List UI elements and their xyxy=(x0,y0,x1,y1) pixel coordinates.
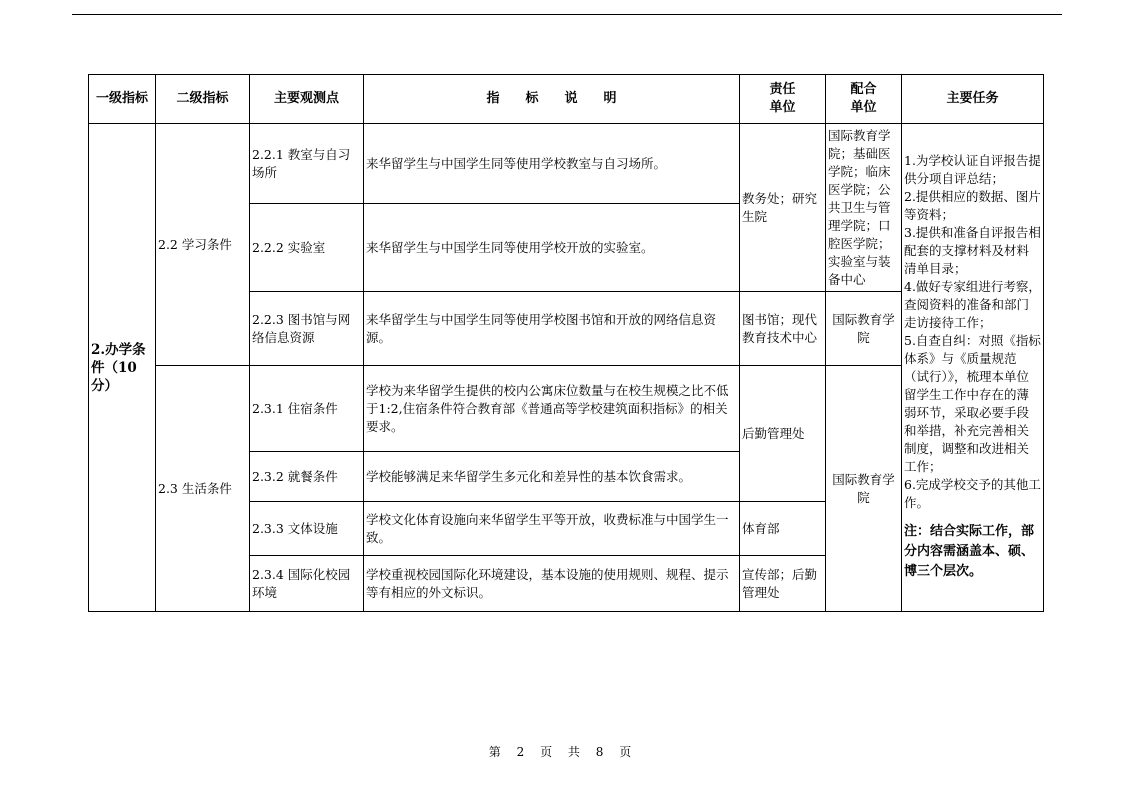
header-level2: 二级指标 xyxy=(156,75,250,124)
level1-indicator: 2.办学条件（10分） xyxy=(89,124,156,612)
responsible-unit: 体育部 xyxy=(740,502,826,556)
cooperating-unit: 国际教育学院 xyxy=(826,292,902,366)
table-header-row xyxy=(89,75,1044,124)
indicator-table xyxy=(88,74,1044,612)
header-cooperating-unit: 配合 单位 xyxy=(826,75,902,124)
responsible-unit: 宣传部；后勤管理处 xyxy=(740,556,826,612)
header-rule xyxy=(72,14,1062,15)
footer-page-unit: 页 xyxy=(540,745,555,759)
header-description: 指 标 说 明 xyxy=(364,75,740,124)
observation-point: 2.3.3 文体设施 xyxy=(250,502,364,556)
responsible-unit: 教务处；研究生院 xyxy=(740,124,826,292)
footer-total-pages: 8 xyxy=(595,745,606,759)
responsible-unit: 图书馆；现代教育技术中心 xyxy=(740,292,826,366)
task-item: 6.完成学校交予的其他工作。 xyxy=(904,477,1041,510)
level2-indicator-study: 2.2 学习条件 xyxy=(156,124,250,366)
header-responsible-unit: 责任 单位 xyxy=(740,75,826,124)
observation-point: 2.2.1 教室与自习场所 xyxy=(250,124,364,204)
footer-prefix: 第 xyxy=(488,745,503,759)
task-item: 3.提供和准备自评报告相配套的支撑材料及材料清单目录； xyxy=(904,225,1041,276)
page-footer xyxy=(0,743,1122,760)
task-item: 4.做好专家组进行考察，查阅资料的准备和部门走访接待工作； xyxy=(904,279,1041,330)
indicator-description: 学校为来华留学生提供的校内公寓床位数量与在校生规模之比不低于1:2,住宿条件符合教育部《普通高等学校建筑面积指标》的相关要求。 xyxy=(364,366,740,452)
task-item: 2.提供相应的数据、图片等资料； xyxy=(904,189,1041,222)
indicator-description: 来华留学生与中国学生同等使用学校开放的实验室。 xyxy=(364,204,740,292)
task-item: 5.自查自纠：对照《指标体系》与《质量规范（试行）》，梳理本单位留学生工作中存在的薄弱环节，采取必要手段和举措，补充完善相关制度，调整和改进相关工作； xyxy=(904,333,1041,474)
indicator-description: 学校重视校园国际化环境建设，基本设施的使用规则、规程、提示等有相应的外文标识。 xyxy=(364,556,740,612)
tasks-note: 注：结合实际工作，部分内容需涵盖本、硕、博三个层次。 xyxy=(904,524,1035,579)
observation-point: 2.3.2 就餐条件 xyxy=(250,452,364,502)
indicator-description: 来华留学生与中国学生同等使用学校图书馆和开放的网络信息资源。 xyxy=(364,292,740,366)
footer-total-prefix: 共 xyxy=(567,745,582,759)
header-main-tasks: 主要任务 xyxy=(902,75,1044,124)
indicator-description: 来华留学生与中国学生同等使用学校教室与自习场所。 xyxy=(364,124,740,204)
task-item: 1.为学校认证自评报告提供分项自评总结； xyxy=(904,153,1041,186)
responsible-unit: 后勤管理处 xyxy=(740,366,826,502)
indicator-description: 学校能够满足来华留学生多元化和差异性的基本饮食需求。 xyxy=(364,452,740,502)
footer-page-number: 2 xyxy=(516,745,527,759)
table-row xyxy=(89,366,1044,452)
main-tasks-cell xyxy=(902,124,1044,612)
table-row xyxy=(89,124,1044,204)
observation-point: 2.2.3 图书馆与网络信息资源 xyxy=(250,292,364,366)
level2-indicator-living: 2.3 生活条件 xyxy=(156,366,250,612)
cooperating-unit: 国际教育学院 xyxy=(826,366,902,612)
cooperating-unit: 国际教育学院；基础医学院；临床医学院；公共卫生与管理学院；口腔医学院；实验室与装备中心 xyxy=(826,124,902,292)
footer-suffix: 页 xyxy=(619,745,634,759)
observation-point: 2.2.2 实验室 xyxy=(250,204,364,292)
header-observation-point: 主要观测点 xyxy=(250,75,364,124)
indicator-description: 学校文化体育设施向来华留学生平等开放，收费标准与中国学生一致。 xyxy=(364,502,740,556)
observation-point: 2.3.4 国际化校园环境 xyxy=(250,556,364,612)
header-level1: 一级指标 xyxy=(89,75,156,124)
observation-point: 2.3.1 住宿条件 xyxy=(250,366,364,452)
